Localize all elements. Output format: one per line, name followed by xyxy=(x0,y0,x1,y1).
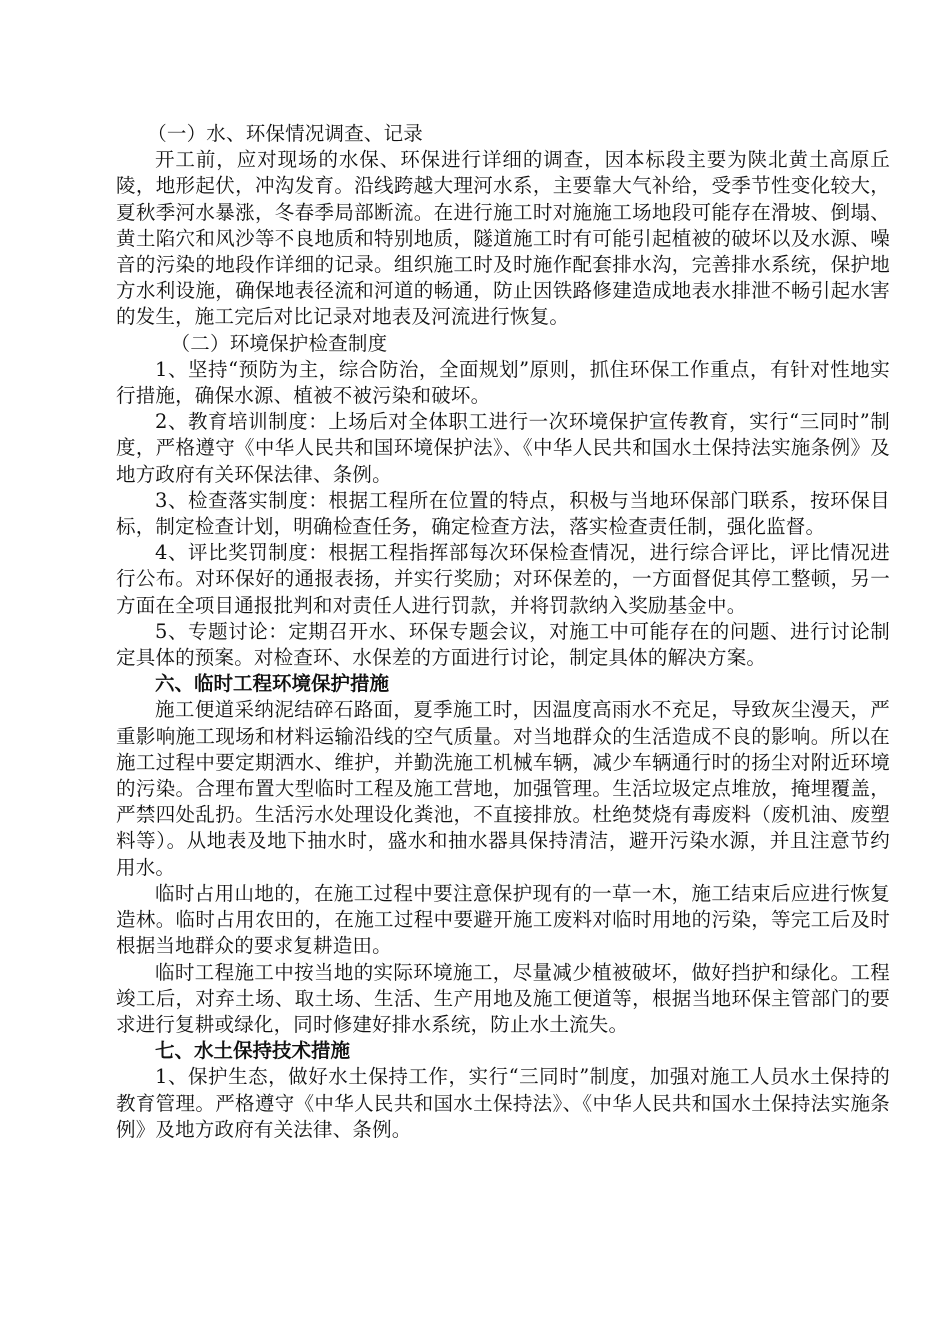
paragraph-greening: 临时工程施工中按当地的实际环境施工，尽量减少植被破坏，做好挡护和绿化。工程竣工后，对弃土场、取土场、生活、生产用地及施工便道等，根据当地环保主管部门的要求进行复耕或绿化，同时修建好排水系统，防止水土流失。 xyxy=(116,960,890,1036)
section-heading-temporary-works: 六、临时工程环境保护措施 xyxy=(155,672,390,696)
list-item-inspection: 3、检查落实制度：根据工程所在位置的特点，积极与当地环保部门联系，按环保目标，制定检查计划，明确检查任务，确定检查方法，落实检查责任制，强化监督。 xyxy=(116,488,890,539)
subheading-water-env-survey: （一）水、环保情况调查、记录 xyxy=(147,122,423,145)
list-item-principle: 1、坚持“预防为主，综合防治，全面规划”原则，抓住环保工作重点，有针对性地实行措施，确保水源、植被不被污染和破坏。 xyxy=(116,357,890,408)
paragraph-ecology: 1、保护生态，做好水土保持工作，实行“三同时”制度，加强对施工人员水土保持的教育管理。严格遵守《中华人民共和国水土保持法》、《中华人民共和国水土保持法实施条例》及地方政府有关法律、条例。 xyxy=(116,1065,890,1141)
document-body xyxy=(116,121,890,1143)
paragraph-survey: 开工前，应对现场的水保、环保进行详细的调查，因本标段主要为陕北黄土高原丘陵，地形起伏，冲沟发育。沿线跨越大理河水系，主要靠大气补给，受季节性变化较大，夏秋季河水暴涨，冬春季局部断流。在进行施工时对施施工场地段可能存在滑坡、倒塌、黄土陷穴和风沙等不良地质和特别地质，隧道施工时有可能引起植被的破坏以及水源、噪音的污染的地段作详细的记录。组织施工时及时施作配套排水沟，完善排水系统，保护地方水利设施，确保地表径流和河道的畅通，防止因铁路修建造成地表水排泄不畅引起水害的发生，施工完后对比记录对地表及河流进行恢复。 xyxy=(116,148,890,329)
list-item-discussion: 5、专题讨论：定期召开水、环保专题会议，对施工中可能存在的问题、进行讨论制定具体的预案。对检查环、水保差的方面进行讨论，制定具体的解决方案。 xyxy=(116,619,890,670)
paragraph-temporary-roads: 施工便道采纳泥结碎石路面，夏季施工时，因温度高雨水不充足，导致灰尘漫天，严重影响施工现场和材料运输沿线的空气质量。对当地群众的生活造成不良的影响。所以在施工过程中要定期洒水、维护，并勤洗施工机械车辆，减少车辆通行时的扬尘对附近环境的污染。合理布置大型临时工程及施工营地，加强管理。生活垃圾定点堆放，掩埋覆盖，严禁四处乱扔。生活污水处理设化粪池，不直接排放。杜绝焚烧有毒废料（废机油、废塑料等）。从地表及地下抽水时，盛水和抽水器具保持清洁，避开污染水源，并且注意节约用水。 xyxy=(116,698,890,879)
list-item-rewards: 4、评比奖罚制度：根据工程指挥部每次环保检查情况，进行综合评比，评比情况进行公布。对环保好的通报表扬，并实行奖励；对环保差的，一方面督促其停工整顿，另一方面在全项目通报批判和对责任人进行罚款，并将罚款纳入奖励基金中。 xyxy=(116,541,890,617)
subheading-env-inspection: （二）环境保护检查制度 xyxy=(170,331,388,355)
paragraph-land-use: 临时占用山地的，在施工过程中要注意保护现有的一草一木，施工结束后应进行恢复造林。临时占用农田的，在施工过程中要避开施工废料对临时用地的污染，等完工后及时根据当地群众的要求复耕造田。 xyxy=(116,881,890,958)
list-item-training: 2、教育培训制度：上场后对全体职工进行一次环境保护宣传教育，实行“三同时”制度，严格遵守《中华人民共和国环境保护法》、《中华人民共和国水土保持法实施条例》及地方政府有关环保法律、条例。 xyxy=(116,410,890,486)
section-heading-soil-conservation: 七、水土保持技术措施 xyxy=(155,1039,351,1063)
